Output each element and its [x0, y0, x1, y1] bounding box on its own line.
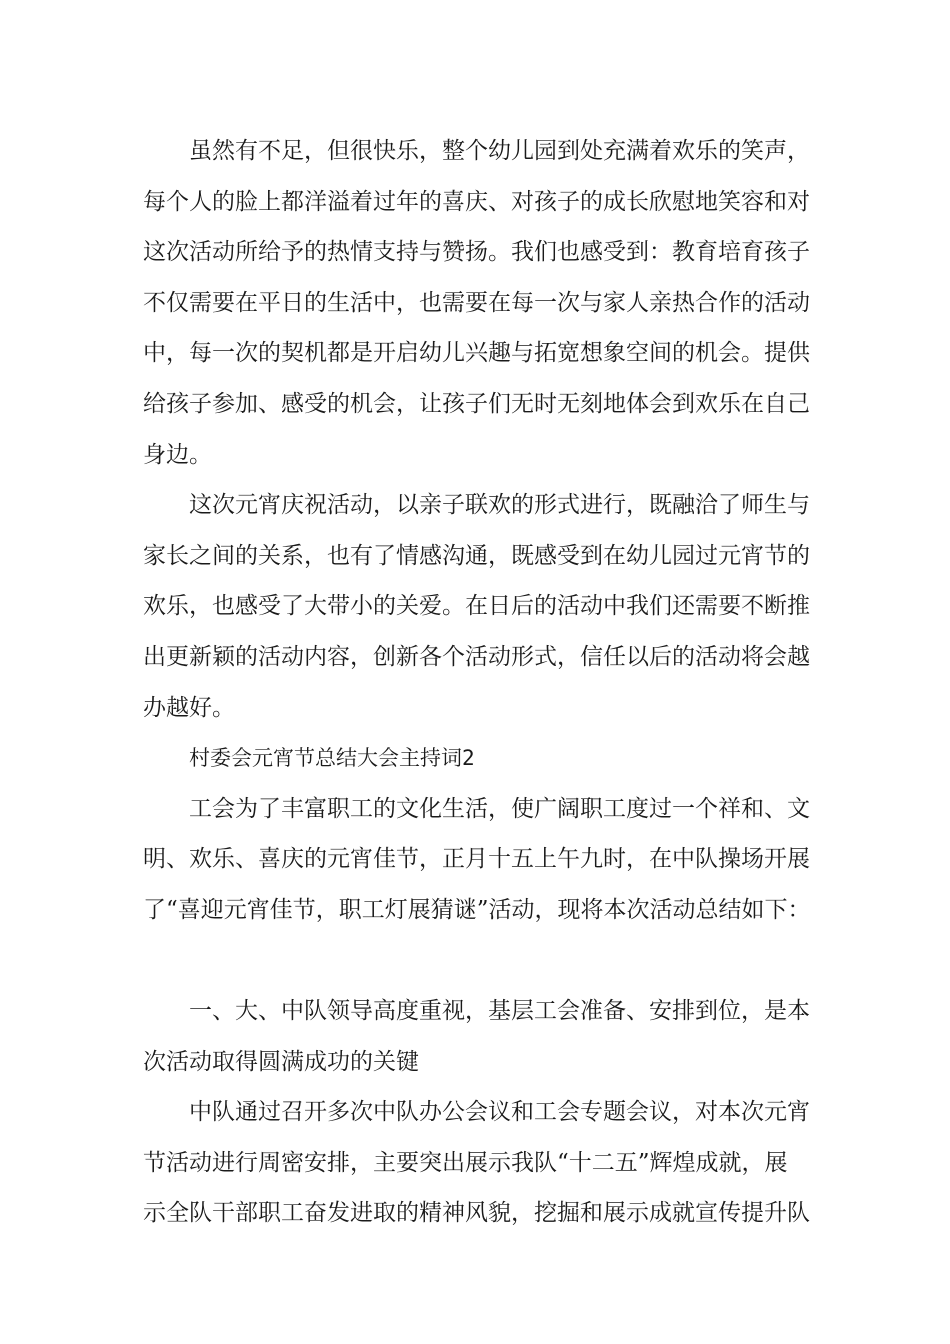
paragraph-4	[143, 1087, 813, 1239]
paragraph-line: 中，每一次的契机都是开启幼儿兴趣与拓宽想象空间的机会。提供	[143, 340, 810, 367]
paragraph-line: 中队通过召开多次中队办公会议和工会专题会议，对本次元宵	[189, 1099, 810, 1126]
paragraph-line: 欢乐，也感受了大带小的关爱。在日后的活动中我们还需要不断推	[143, 593, 810, 620]
heading-line: 次活动取得圆满成功的关键	[143, 1048, 419, 1075]
paragraph-line: 示全队干部职工奋发进取的精神风貌，挖掘和展示成就宣传提升队	[143, 1200, 810, 1227]
paragraph-line: 给孩子参加、感受的机会，让孩子们无时无刻地体会到欢乐在自己	[143, 390, 810, 417]
paragraph-line: 明、欢乐、喜庆的元宵佳节，正月十五上午九时，在中队操场开展	[143, 846, 810, 873]
paragraph-line: 虽然有不足，但很快乐，整个幼儿园到处充满着欢乐的笑声，	[189, 138, 810, 164]
paragraph-line: 不仅需要在平日的生活中，也需要在每一次与家人亲热合作的活动	[143, 289, 810, 316]
blank-line	[143, 936, 813, 987]
paragraph-1	[143, 126, 813, 480]
paragraph-line: 家长之间的关系，也有了情感沟通，既感受到在幼儿园过元宵节的	[143, 542, 810, 569]
paragraph-line: 每个人的脸上都洋溢着过年的喜庆、对孩子的成长欣慰地笑容和对	[143, 188, 810, 215]
paragraph-line: 这次活动所给予的热情支持与赞扬。我们也感受到：教育培育孩子	[143, 239, 810, 266]
paragraph-2	[143, 480, 813, 733]
paragraph-line: 这次元宵庆祝活动，以亲子联欢的形式进行，既融洽了师生与	[189, 492, 810, 519]
paragraph-line: 工会为了丰富职工的文化生活，使广阔职工度过一个祥和、文	[189, 795, 810, 822]
heading-1	[143, 986, 813, 1087]
paragraph-3	[143, 784, 813, 936]
heading-line: 一、大、中队领导高度重视，基层工会准备、安排到位，是本	[189, 998, 810, 1025]
document-body	[143, 126, 813, 1239]
section-title: 村委会元宵节总结大会主持词2	[189, 746, 475, 771]
paragraph-line: 办越好。	[143, 694, 235, 721]
paragraph-line: 了“喜迎元宵佳节，职工灯展猜谜”活动，现将本次活动总结如下：	[143, 896, 811, 923]
paragraph-line: 身边。	[143, 441, 212, 468]
paragraph-line: 出更新颖的活动内容，创新各个活动形式，信任以后的活动将会越	[143, 643, 810, 670]
paragraph-line: 节活动进行周密安排，主要突出展示我队“十二五”辉煌成就，展	[143, 1149, 788, 1176]
